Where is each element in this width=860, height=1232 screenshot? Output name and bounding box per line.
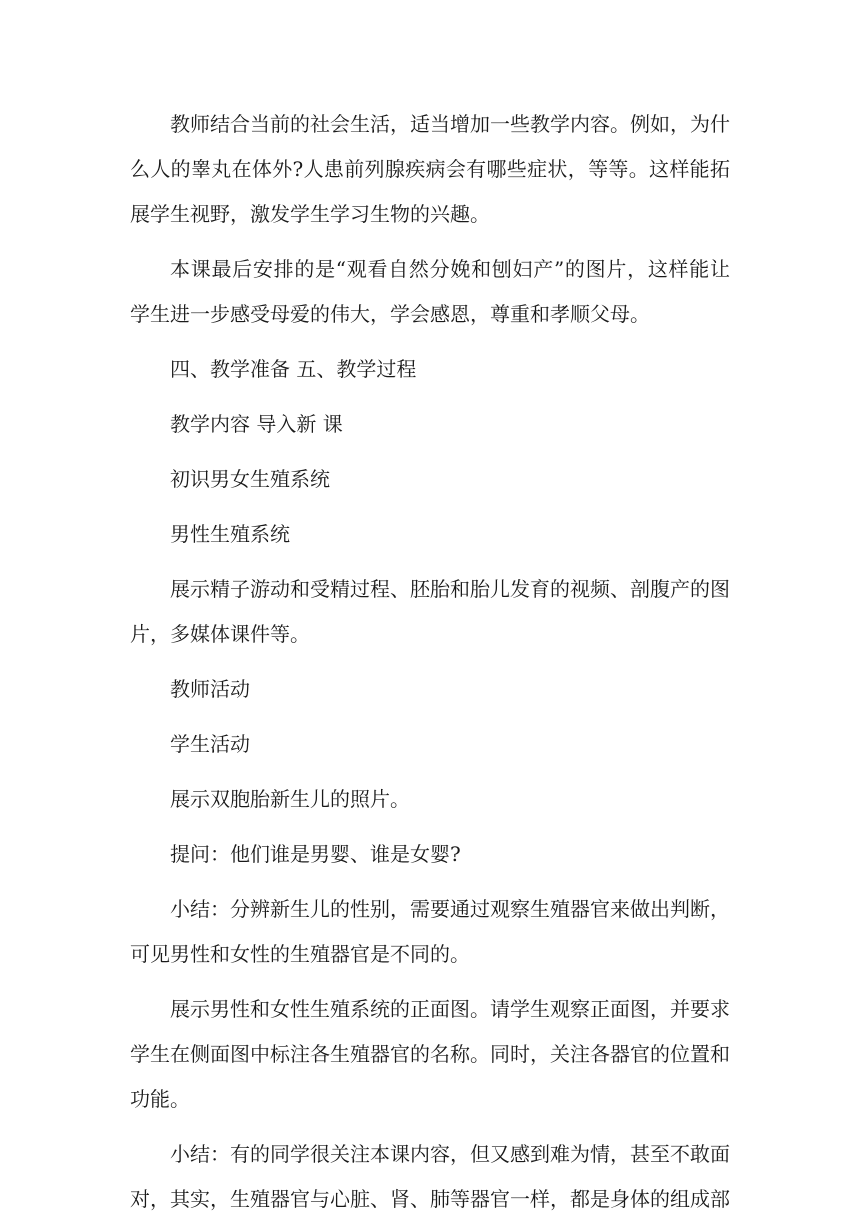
label-teacher-activity: 教师活动 [170, 677, 250, 701]
document-body [130, 102, 730, 1232]
label-male-reproductive-system: 男性生殖系统 [170, 522, 290, 546]
paragraph-childbirth-images: 本课最后安排的是“观看自然分娩和刨妇产”的图片，这样能让学生进一步感受母爱的伟大，学会感恩，尊重和孝顺父母。 [130, 257, 730, 326]
paragraph-preparation-materials: 展示精子游动和受精过程、胚胎和胎儿发育的视频、剖腹产的图片，多媒体课件等。 [130, 577, 730, 646]
label-student-activity: 学生活动 [170, 732, 250, 756]
paragraph-twin-photo: 展示双胞胎新生儿的照片。 [170, 787, 410, 811]
paragraph-front-view-diagram: 展示男性和女性生殖系统的正面图。请学生观察正面图，并要求学生在侧面图中标注各生殖器官的名称。同时，关注各器官的位置和功能。 [130, 997, 730, 1111]
label-reproductive-systems-intro: 初识男女生殖系统 [170, 467, 330, 491]
paragraph-teacher-extension: 教师结合当前的社会生活，适当增加一些教学内容。例如，为什么人的睾丸在体外?人患前列腺疾病会有哪些症状，等等。这样能拓展学生视野，激发学生学习生物的兴趣。 [130, 112, 730, 226]
paragraph-question: 提问：他们谁是男婴、谁是女婴? [170, 842, 461, 866]
section-heading-preparation-process: 四、教学准备 五、教学过程 [170, 357, 417, 381]
paragraph-summary-attitude: 小结：有的同学很关注本课内容，但又感到难为情，甚至不敢面对，其实，生殖器官与心脏、肾、肺等器官一样，都是身体的组成部 [130, 1142, 730, 1211]
label-teaching-content: 教学内容 导入新 课 [170, 412, 343, 436]
paragraph-summary-gender: 小结：分辨新生儿的性别，需要通过观察生殖器官来做出判断，可见男性和女性的生殖器官是不同的。 [130, 897, 730, 966]
